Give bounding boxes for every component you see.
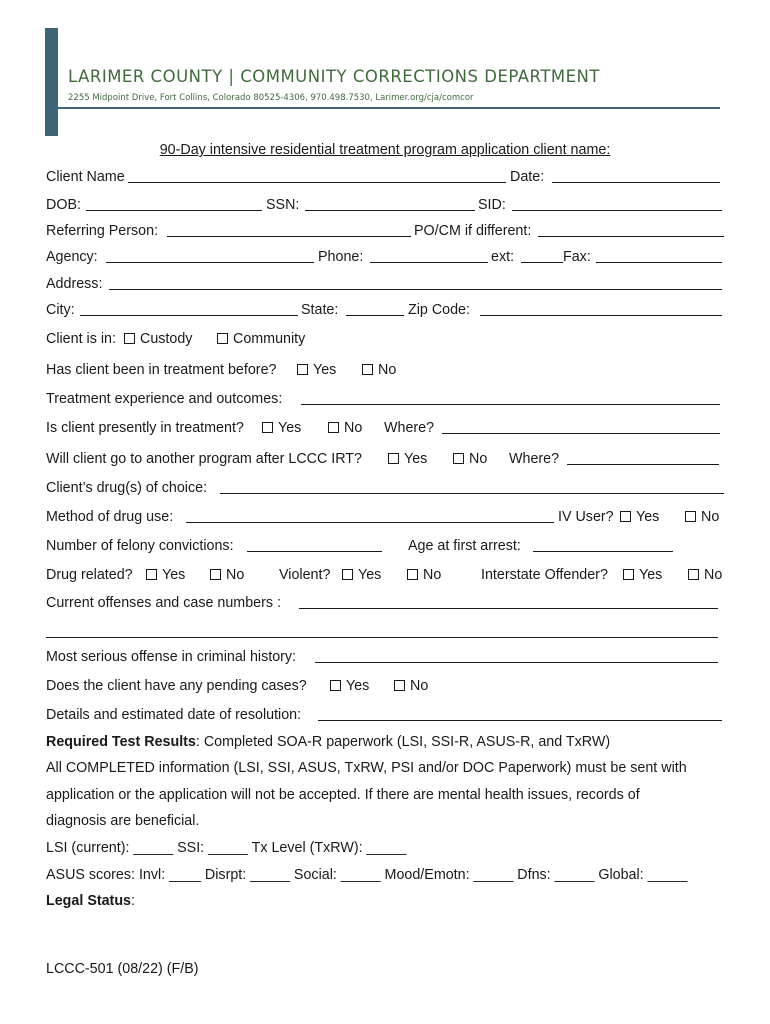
- drug-related-no[interactable]: [210, 565, 244, 585]
- date-label: Date:: [510, 169, 545, 185]
- department-address: 2255 Midpoint Drive, Fort Collins, Colorado 80525-4306, 970.498.7530, Larimer.org/cja/comcor: [68, 93, 474, 103]
- felony-convictions-label: Number of felony convictions:: [46, 538, 234, 554]
- presently-yes-checkbox[interactable]: [262, 422, 273, 433]
- iv-user-no-checkbox[interactable]: [685, 511, 696, 522]
- yes-label: Yes: [636, 509, 660, 525]
- row-current-offenses-continued: [46, 622, 726, 642]
- sid-field[interactable]: [512, 210, 722, 211]
- row-drugs-of-choice: [46, 478, 728, 498]
- drug-related-label: Drug related?: [46, 567, 133, 583]
- drug-related-yes[interactable]: [146, 565, 185, 585]
- no-label: No: [423, 567, 442, 583]
- yes-label: Yes: [278, 420, 302, 436]
- legal-status-label: Legal Status: [46, 893, 132, 909]
- violent-no-checkbox[interactable]: [407, 569, 418, 580]
- row-presently-in-treatment: [46, 418, 726, 438]
- most-serious-label: Most serious offense in criminal history:: [46, 649, 297, 665]
- phone-field[interactable]: [370, 262, 488, 263]
- current-offenses-label: Current offenses and case numbers :: [46, 595, 281, 611]
- no-label: No: [378, 362, 397, 378]
- referring-person-label: Referring Person:: [46, 223, 159, 239]
- prior-treatment-no-checkbox[interactable]: [362, 364, 373, 375]
- prior-treatment-yes-checkbox[interactable]: [297, 364, 308, 375]
- row-client-is-in: [46, 329, 346, 349]
- age-first-arrest-label: Age at first arrest:: [408, 538, 521, 554]
- no-label: No: [344, 420, 363, 436]
- dob-label: DOB:: [46, 197, 81, 213]
- violent-yes-checkbox[interactable]: [342, 569, 353, 580]
- legal-status: [46, 891, 135, 911]
- no-label: No: [410, 678, 429, 694]
- no-label: No: [704, 567, 723, 583]
- form-title: 90-Day intensive residential treatment program application client name:: [159, 142, 611, 158]
- prior-treatment-no[interactable]: [362, 360, 396, 380]
- drug-related-no-checkbox[interactable]: [210, 569, 221, 580]
- another-program-where-field[interactable]: [567, 464, 719, 465]
- fax-field[interactable]: [596, 262, 722, 263]
- presently-in-treatment-label: Is client presently in treatment?: [46, 420, 244, 436]
- required-test-results-text: : Completed SOA-R paperwork (LSI, SSI-R, ASUS-R, and TxRW): [195, 734, 611, 750]
- iv-user-yes[interactable]: [620, 507, 659, 527]
- presently-no[interactable]: [328, 418, 362, 438]
- another-program-yes[interactable]: [388, 449, 427, 469]
- custody-label: Custody: [140, 331, 193, 347]
- custody-checkbox[interactable]: [124, 333, 135, 344]
- state-label: State:: [301, 302, 339, 318]
- asus-scores[interactable]: ASUS scores: Invl: ____ Disrpt: _____ Social: _____ Mood/Emotn: _____ Dfns: _____ Global: _____: [46, 867, 688, 883]
- iv-user-label: IV User?: [558, 509, 614, 525]
- method-of-use-label: Method of drug use:: [46, 509, 174, 525]
- pending-cases-no-checkbox[interactable]: [394, 680, 405, 691]
- row-client-name: [46, 167, 726, 187]
- pending-cases-yes[interactable]: [330, 676, 369, 696]
- most-serious-field[interactable]: [315, 662, 718, 663]
- no-label: No: [701, 509, 720, 525]
- row-current-offenses: [46, 593, 726, 613]
- header-accent-bar: [45, 28, 58, 136]
- row-lsi-scores: [46, 838, 406, 858]
- legal-status-colon: :: [131, 893, 135, 909]
- no-label: No: [226, 567, 245, 583]
- zip-field[interactable]: [480, 315, 722, 316]
- pending-cases-no[interactable]: [394, 676, 428, 696]
- community-checkbox[interactable]: [217, 333, 228, 344]
- current-offenses-field-line-2[interactable]: [46, 637, 718, 638]
- treatment-experience-field[interactable]: [301, 404, 720, 405]
- violent-yes[interactable]: [342, 565, 381, 585]
- required-test-results: [46, 732, 610, 752]
- community-label: Community: [233, 331, 306, 347]
- po-cm-field[interactable]: [538, 236, 724, 237]
- row-another-program: [46, 449, 726, 469]
- notice-line-2: application or the application will not be accepted. If there are mental health issues, records of: [46, 787, 640, 803]
- lsi-score[interactable]: LSI (current): _____: [46, 840, 174, 856]
- ssn-label: SSN:: [266, 197, 300, 213]
- client-name-field[interactable]: [128, 182, 506, 183]
- yes-label: Yes: [313, 362, 337, 378]
- state-field[interactable]: [346, 315, 404, 316]
- ext-field[interactable]: [521, 262, 563, 263]
- dob-field[interactable]: [86, 210, 262, 211]
- form-number: LCCC-501 (08/22) (F/B): [46, 961, 199, 977]
- details-resolution-field[interactable]: [318, 720, 722, 721]
- referring-person-field[interactable]: [167, 236, 411, 237]
- header-rule: [58, 107, 720, 109]
- interstate-yes[interactable]: [623, 565, 662, 585]
- zip-label: Zip Code:: [408, 302, 470, 318]
- another-program-no[interactable]: [453, 449, 487, 469]
- drugs-of-choice-field[interactable]: [220, 493, 724, 494]
- notice-line-1: All COMPLETED information (LSI, SSI, ASUS, TxRW, PSI and/or DOC Paperwork) must be sent with: [46, 760, 687, 776]
- age-first-arrest-field[interactable]: [533, 551, 673, 552]
- iv-user-no[interactable]: [685, 507, 719, 527]
- address-label: Address:: [46, 276, 103, 292]
- yes-label: Yes: [162, 567, 186, 583]
- row-treatment-experience: [46, 389, 726, 409]
- required-test-results-label: Required Test Results: [46, 734, 196, 750]
- details-resolution-label: Details and estimated date of resolution:: [46, 707, 302, 723]
- yes-label: Yes: [346, 678, 370, 694]
- violent-no[interactable]: [407, 565, 441, 585]
- ssn-field[interactable]: [305, 210, 475, 211]
- current-offenses-field[interactable]: [299, 608, 718, 609]
- no-label: No: [469, 451, 488, 467]
- yes-label: Yes: [639, 567, 663, 583]
- presently-where-field[interactable]: [442, 433, 720, 434]
- row-method-of-use: [46, 507, 726, 527]
- ext-label: ext:: [491, 249, 515, 265]
- another-program-where-label: Where?: [509, 451, 560, 467]
- felony-convictions-field[interactable]: [247, 551, 382, 552]
- drug-related-yes-checkbox[interactable]: [146, 569, 157, 580]
- row-agency: [46, 247, 726, 267]
- city-label: City:: [46, 302, 75, 318]
- presently-where-label: Where?: [384, 420, 435, 436]
- agency-field[interactable]: [106, 262, 314, 263]
- row-offense-flags: [46, 565, 730, 585]
- another-program-yes-checkbox[interactable]: [388, 453, 399, 464]
- interstate-no[interactable]: [688, 565, 722, 585]
- row-prior-treatment: [46, 360, 446, 380]
- custody-option[interactable]: [124, 329, 192, 349]
- yes-label: Yes: [358, 567, 382, 583]
- another-program-label: Will client go to another program after LCCC IRT?: [46, 451, 362, 467]
- row-dob: [46, 195, 726, 215]
- violent-label: Violent?: [279, 567, 331, 583]
- presently-yes[interactable]: [262, 418, 301, 438]
- department-title: LARIMER COUNTY | COMMUNITY CORRECTIONS DEPARTMENT: [68, 67, 600, 86]
- city-field[interactable]: [80, 315, 298, 316]
- row-felony-convictions: [46, 536, 686, 556]
- address-field[interactable]: [109, 289, 722, 290]
- sid-label: SID:: [478, 197, 506, 213]
- presently-no-checkbox[interactable]: [328, 422, 339, 433]
- fax-label: Fax:: [563, 249, 591, 265]
- phone-label: Phone:: [318, 249, 364, 265]
- community-option[interactable]: [217, 329, 305, 349]
- drugs-of-choice-label: Client’s drug(s) of choice:: [46, 480, 208, 496]
- iv-user-yes-checkbox[interactable]: [620, 511, 631, 522]
- treatment-experience-label: Treatment experience and outcomes:: [46, 391, 283, 407]
- po-cm-label: PO/CM if different:: [414, 223, 532, 239]
- row-referring-person: [46, 221, 728, 241]
- prior-treatment-yes[interactable]: [297, 360, 336, 380]
- method-of-use-field[interactable]: [186, 522, 554, 523]
- interstate-label: Interstate Offender?: [481, 567, 608, 583]
- pending-cases-yes-checkbox[interactable]: [330, 680, 341, 691]
- yes-label: Yes: [404, 451, 428, 467]
- notice-line-3: diagnosis are beneficial.: [46, 813, 200, 829]
- prior-treatment-label: Has client been in treatment before?: [46, 362, 277, 378]
- ssi-score[interactable]: SSI: _____: [177, 840, 248, 856]
- tx-level-score[interactable]: Tx Level (TxRW): _____: [251, 840, 407, 856]
- row-address: [46, 274, 726, 294]
- pending-cases-label: Does the client have any pending cases?: [46, 678, 307, 694]
- client-is-in-label: Client is in:: [46, 331, 116, 347]
- row-details-resolution: [46, 705, 726, 725]
- date-field[interactable]: [552, 182, 720, 183]
- interstate-yes-checkbox[interactable]: [623, 569, 634, 580]
- row-most-serious: [46, 647, 726, 667]
- row-city: [46, 300, 726, 320]
- interstate-no-checkbox[interactable]: [688, 569, 699, 580]
- another-program-no-checkbox[interactable]: [453, 453, 464, 464]
- client-name-label: Client Name: [46, 169, 125, 185]
- agency-label: Agency:: [46, 249, 98, 265]
- row-pending-cases: [46, 676, 466, 696]
